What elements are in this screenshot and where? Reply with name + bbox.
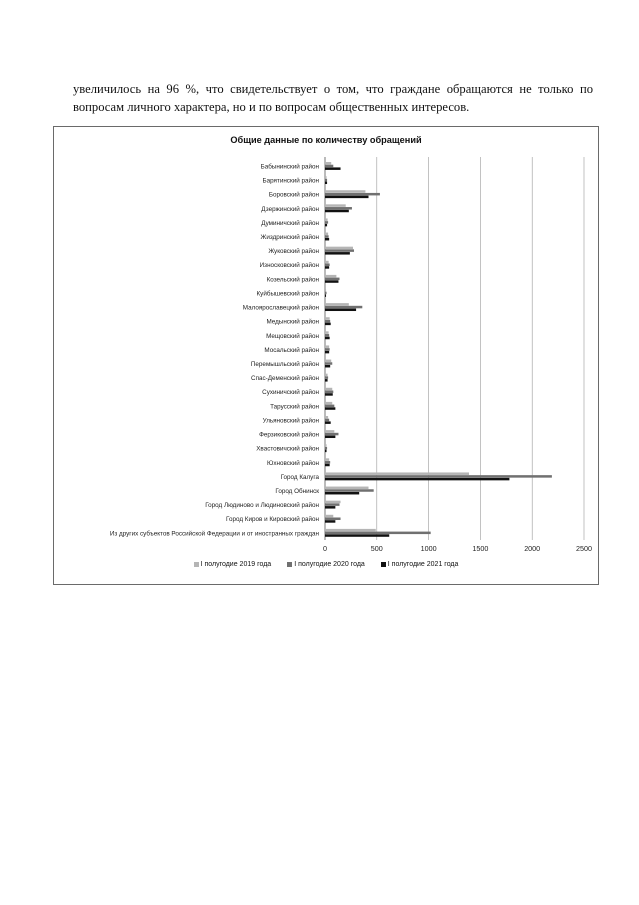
- bar-1-22: [325, 458, 329, 461]
- category-label-12: Медынский район: [266, 318, 319, 326]
- bar-2-21: [325, 447, 327, 450]
- bar-1-19: [325, 416, 328, 419]
- x-axis-ticks: [323, 544, 592, 553]
- legend-swatch-2019: [194, 562, 199, 567]
- bar-1-26: [325, 515, 333, 518]
- bar-3-20: [325, 436, 335, 439]
- bar-1-12: [325, 317, 330, 320]
- category-label-14: Мосальский район: [264, 346, 319, 354]
- bar-1-16: [325, 374, 328, 377]
- bar-1-9: [325, 275, 336, 278]
- category-label-22: Юхновский район: [267, 459, 319, 467]
- legend-item-2020: [287, 561, 365, 568]
- bar-3-11: [325, 309, 356, 312]
- chart-title: Общие данные по количеству обращений: [230, 135, 422, 145]
- bar-chart: [54, 127, 598, 584]
- bar-2-11: [325, 306, 362, 309]
- category-label-3: Боровский район: [268, 191, 319, 199]
- bar-1-7: [325, 247, 353, 250]
- bar-1-20: [325, 430, 334, 433]
- chart-frame: [53, 126, 599, 585]
- category-labels: [110, 162, 320, 537]
- category-label-24: Город Обнинск: [275, 488, 319, 496]
- bar-3-27: [325, 534, 389, 537]
- bar-3-19: [325, 421, 331, 424]
- bar-3-22: [325, 464, 330, 467]
- bar-2-22: [325, 461, 330, 464]
- bar-2-26: [325, 517, 341, 520]
- bar-3-21: [325, 450, 327, 453]
- bar-1-23: [325, 472, 469, 475]
- category-label-2: Барятинский район: [262, 177, 319, 185]
- category-label-1: Бабынинский район: [260, 163, 319, 171]
- bar-1-8: [325, 261, 329, 264]
- bar-3-10: [325, 294, 326, 297]
- bar-2-17: [325, 390, 333, 393]
- body-paragraph: увеличилось на 96 %, что свидетельствует о том, что граждане обращаются не только по вопросам личного характера, но и по вопросам общественных интересов.: [73, 82, 593, 114]
- category-label-27: Из других субъектов Российской Федерации и от иностранных граждан: [109, 530, 319, 538]
- bar-2-9: [325, 278, 340, 281]
- legend-item-2019: [194, 561, 272, 568]
- bar-2-2: [325, 179, 327, 182]
- legend-swatch-2020: [287, 562, 292, 567]
- category-label-8: Износковский район: [259, 262, 319, 270]
- bar-1-21: [325, 444, 327, 447]
- legend-label-2019: I полугодие 2019 года: [200, 561, 272, 568]
- category-label-15: Перемышльский район: [250, 361, 319, 369]
- legend-label-2020: I полугодие 2020 года: [294, 561, 365, 568]
- bar-2-15: [325, 362, 332, 365]
- bar-3-13: [325, 337, 330, 340]
- bar-2-13: [325, 334, 329, 337]
- bar-3-12: [325, 323, 331, 326]
- bar-3-2: [325, 182, 327, 185]
- category-label-10: Куйбышевский район: [256, 290, 319, 298]
- bar-3-1: [325, 167, 341, 170]
- bar-1-27: [325, 529, 376, 532]
- bar-2-25: [325, 503, 340, 506]
- bar-1-17: [325, 388, 332, 391]
- bar-1-14: [325, 345, 329, 348]
- category-label-6: Жиздринский район: [260, 234, 319, 242]
- category-label-26: Город Киров и Кировский район: [226, 516, 319, 524]
- category-label-19: Ульяновский район: [262, 417, 319, 425]
- category-label-13: Мещовский район: [266, 332, 319, 340]
- x-tick-label-1500: 1500: [472, 544, 489, 553]
- bar-1-11: [325, 303, 349, 306]
- bar-1-5: [325, 218, 328, 221]
- bar-2-4: [325, 207, 352, 210]
- bar-1-24: [325, 487, 369, 490]
- bar-3-23: [325, 478, 509, 481]
- bar-1-10: [325, 289, 326, 292]
- x-tick-label-1000: 1000: [420, 544, 437, 553]
- category-label-16: Спас-Деменский район: [251, 375, 319, 383]
- category-label-21: Хвастовичский район: [256, 445, 319, 453]
- bar-3-25: [325, 506, 335, 509]
- bar-2-3: [325, 193, 380, 196]
- bar-2-23: [325, 475, 552, 478]
- chart-legend: [54, 561, 598, 568]
- bar-3-17: [325, 393, 333, 396]
- category-label-5: Думиничский район: [261, 219, 319, 227]
- bar-2-1: [325, 165, 333, 168]
- category-label-23: Город Калуга: [280, 473, 319, 481]
- bar-3-15: [325, 365, 330, 368]
- category-label-4: Дзержинский район: [261, 205, 319, 213]
- bar-2-16: [325, 376, 328, 379]
- legend-item-2021: [381, 561, 459, 568]
- bar-layer: [325, 162, 552, 537]
- x-tick-label-500: 500: [370, 544, 383, 553]
- bar-3-26: [325, 520, 335, 523]
- bar-2-6: [325, 235, 329, 238]
- bar-1-4: [325, 204, 346, 207]
- bar-1-15: [325, 360, 331, 363]
- bar-2-14: [325, 348, 330, 351]
- x-tick-label-2000: 2000: [524, 544, 541, 553]
- category-label-18: Тарусский район: [270, 403, 319, 411]
- grid-layer: [325, 157, 584, 540]
- category-label-9: Козельский район: [266, 276, 319, 284]
- bar-3-9: [325, 280, 338, 283]
- bar-3-6: [325, 238, 329, 241]
- legend-label-2021: I полугодие 2021 года: [387, 561, 459, 568]
- bar-3-8: [325, 266, 329, 269]
- category-label-11: Малоярославецкий район: [242, 304, 319, 312]
- bar-2-27: [325, 532, 431, 535]
- bar-1-1: [325, 162, 331, 165]
- bar-3-5: [325, 224, 327, 227]
- bar-3-7: [325, 252, 350, 255]
- bar-2-5: [325, 221, 328, 224]
- bar-1-13: [325, 331, 329, 334]
- bar-3-4: [325, 210, 349, 213]
- bar-2-7: [325, 249, 354, 252]
- bar-2-24: [325, 489, 374, 492]
- bar-2-20: [325, 433, 338, 436]
- bar-2-12: [325, 320, 330, 323]
- bar-2-10: [325, 292, 327, 295]
- legend-swatch-2021: [381, 562, 386, 567]
- bar-3-14: [325, 351, 329, 354]
- category-label-25: Город Людиново и Людиновский район: [205, 502, 319, 510]
- bar-1-3: [325, 190, 365, 193]
- bar-1-2: [325, 176, 327, 179]
- bar-2-19: [325, 419, 329, 422]
- bar-2-8: [325, 263, 330, 266]
- bar-1-6: [325, 233, 328, 236]
- category-label-20: Ферзиковский район: [259, 431, 319, 439]
- bar-2-18: [325, 405, 334, 408]
- bar-3-24: [325, 492, 359, 495]
- bar-3-16: [325, 379, 328, 382]
- category-label-7: Жуковский район: [268, 248, 319, 256]
- category-label-17: Сухиничский район: [262, 389, 319, 397]
- bar-3-18: [325, 407, 335, 410]
- bar-1-18: [325, 402, 332, 405]
- x-tick-label-0: 0: [323, 544, 327, 553]
- bar-3-3: [325, 196, 369, 199]
- bar-1-25: [325, 501, 341, 504]
- x-tick-label-2500: 2500: [576, 544, 592, 553]
